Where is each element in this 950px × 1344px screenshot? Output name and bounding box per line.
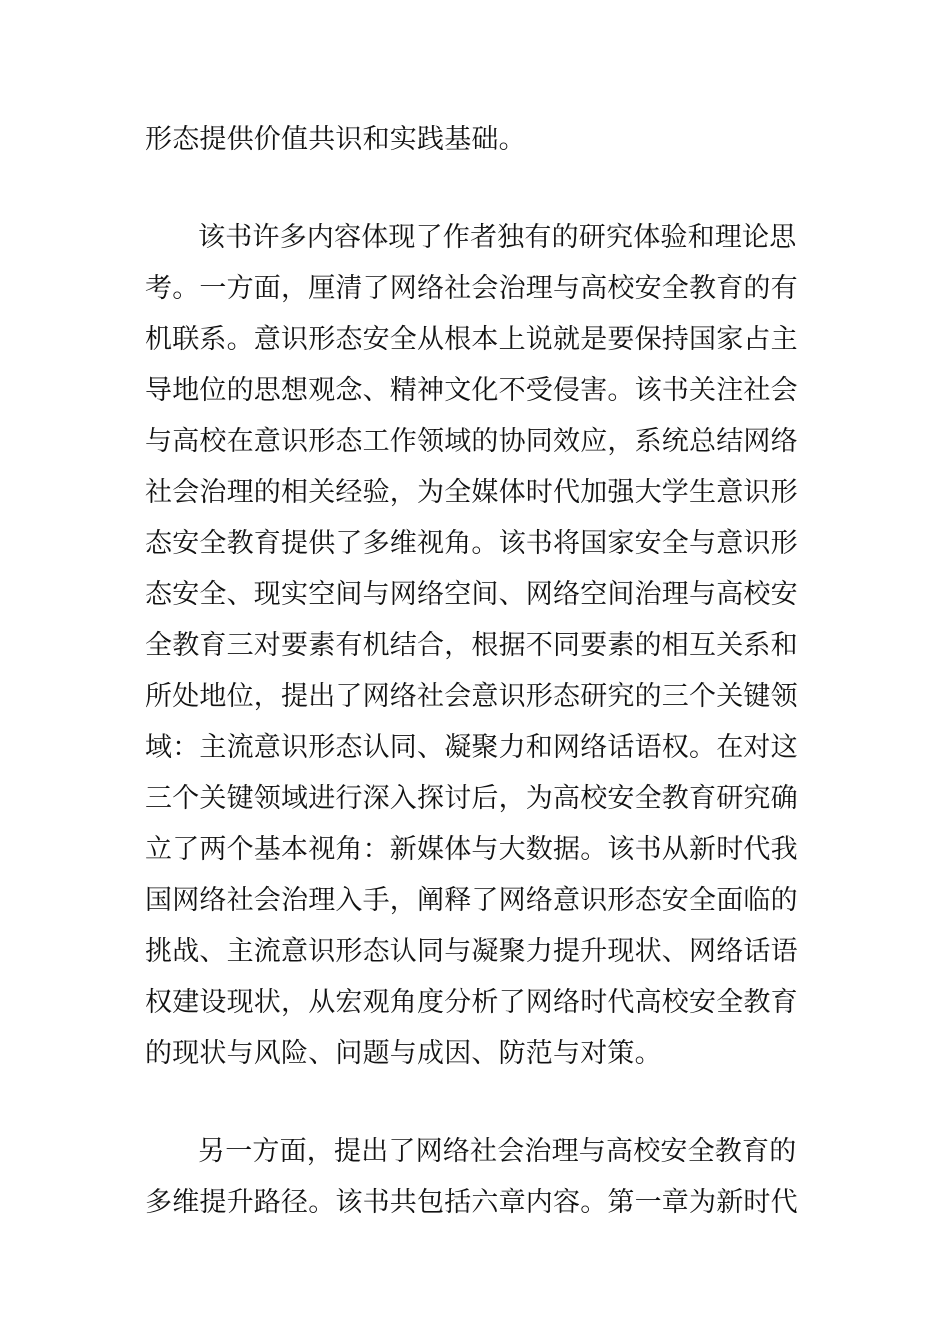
text-line: 立了两个基本视角：新媒体与大数据。该书从新时代我 — [145, 834, 798, 865]
text-line: 三个关键领域进行深入探讨后，为高校安全教育研究确 — [145, 783, 798, 814]
text-line: 多维提升路径。该书共包括六章内容。第一章为新时代 — [145, 1187, 798, 1218]
text-line: 所处地位，提出了网络社会意识形态研究的三个关键领 — [145, 681, 798, 712]
text-line: 导地位的思想观念、精神文化不受侵害。该书关注社会 — [145, 375, 798, 406]
text-line: 权建设现状，从宏观角度分析了网络时代高校安全教育 — [145, 987, 798, 1018]
text-line: 国网络社会治理入手，阐释了网络意识形态安全面临的 — [145, 885, 798, 916]
text-line: 全教育三对要素有机结合，根据不同要素的相互关系和 — [145, 630, 798, 661]
text-line: 态安全教育提供了多维视角。该书将国家安全与意识形 — [145, 528, 798, 559]
text-line: 域：主流意识形态认同、凝聚力和网络话语权。在对这 — [145, 732, 798, 763]
text-line: 考。一方面，厘清了网络社会治理与高校安全教育的有 — [145, 273, 798, 304]
text-line: 机联系。意识形态安全从根本上说就是要保持国家占主 — [145, 324, 798, 355]
text-line: 另一方面，提出了网络社会治理与高校安全教育的 — [198, 1136, 797, 1167]
text-line: 态安全、现实空间与网络空间、网络空间治理与高校安 — [145, 579, 798, 610]
text-line: 形态提供价值共识和实践基础。 — [145, 124, 526, 155]
text-line: 该书许多内容体现了作者独有的研究体验和理论思 — [198, 222, 797, 253]
text-line: 与高校在意识形态工作领域的协同效应，系统总结网络 — [145, 426, 798, 457]
text-line: 挑战、主流意识形态认同与凝聚力提升现状、网络话语 — [145, 936, 798, 967]
text-line: 的现状与风险、问题与成因、防范与对策。 — [145, 1038, 662, 1069]
text-line: 社会治理的相关经验，为全媒体时代加强大学生意识形 — [145, 477, 798, 508]
